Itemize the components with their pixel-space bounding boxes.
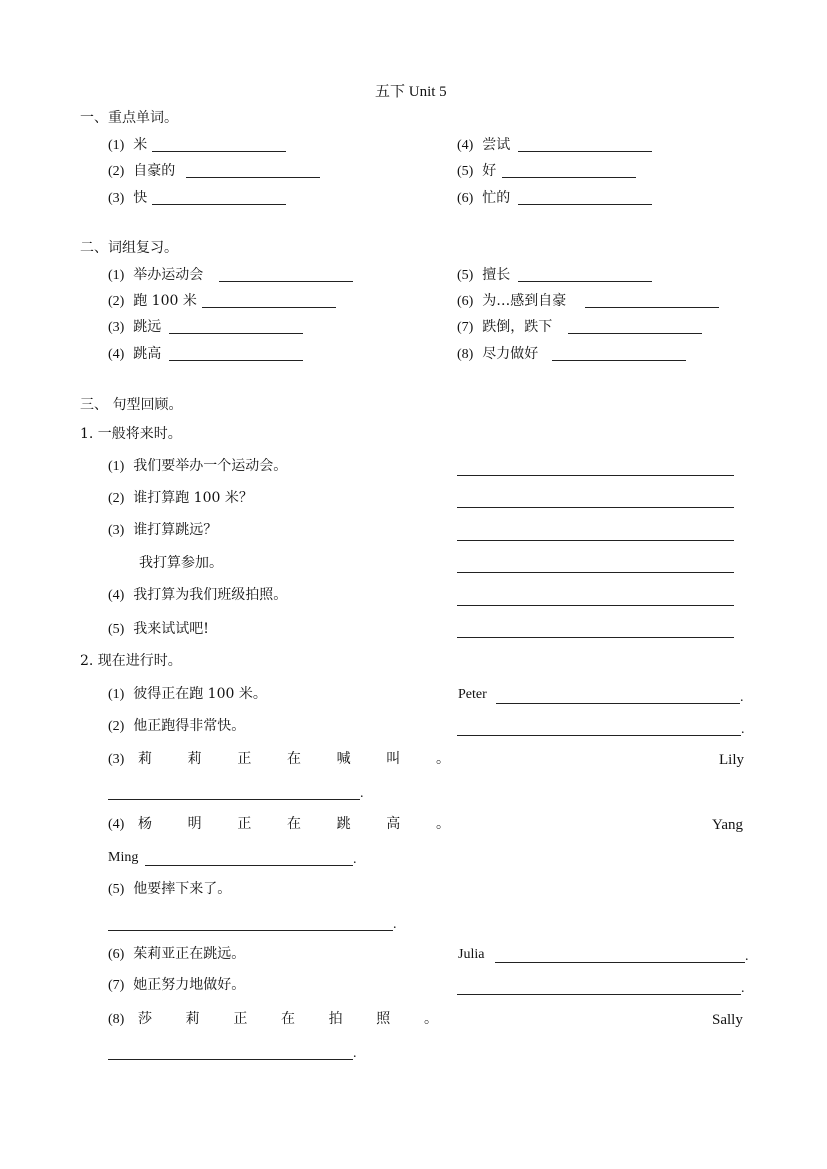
answer-blank[interactable] bbox=[186, 177, 320, 178]
phrase-item bbox=[108, 292, 197, 311]
answer-prefix-continued: Ming bbox=[108, 850, 139, 865]
answer-prefix: Sally bbox=[712, 1012, 743, 1028]
word-item bbox=[108, 162, 175, 181]
sentence-item bbox=[108, 521, 217, 540]
item-number: (5) bbox=[457, 164, 474, 179]
sentence-item bbox=[108, 685, 267, 704]
answer-blank[interactable] bbox=[169, 333, 303, 334]
item-text: 谁打算跑 100 米？ bbox=[133, 490, 253, 506]
sentence-char: 跳 bbox=[336, 816, 351, 832]
item-number: (1) bbox=[108, 138, 125, 153]
answer-blank[interactable] bbox=[219, 281, 353, 282]
item-number: (5) bbox=[457, 268, 474, 283]
item-number: (3) bbox=[108, 523, 125, 538]
sentence-char: 莉 bbox=[138, 751, 152, 767]
sentence-char: 。 bbox=[435, 751, 450, 767]
item-number: (4) bbox=[108, 817, 125, 832]
phrase-item bbox=[108, 345, 161, 364]
sentence-char: 明 bbox=[187, 816, 202, 832]
phrase-item bbox=[108, 318, 161, 337]
item-number: (4) bbox=[108, 347, 125, 362]
word-item bbox=[108, 136, 147, 155]
answer-blank[interactable] bbox=[502, 177, 636, 178]
sentence-char: 莉 bbox=[185, 1011, 200, 1027]
answer-blank[interactable] bbox=[518, 151, 652, 152]
sentence-char: 莉 bbox=[187, 751, 202, 767]
item-text: 我打算为我们班级拍照。 bbox=[133, 587, 288, 603]
section2-heading: 二、词组复习。 bbox=[80, 240, 178, 256]
phrase-item bbox=[108, 266, 203, 285]
answer-blank[interactable] bbox=[552, 360, 686, 361]
item-number: (8) bbox=[108, 1012, 125, 1027]
sentence-char: 莎 bbox=[138, 1011, 152, 1027]
answer-period: . bbox=[353, 852, 357, 867]
item-text: 跳远 bbox=[133, 319, 162, 335]
sentence-char: 。 bbox=[423, 1011, 438, 1027]
item-number: (2) bbox=[108, 294, 125, 309]
answer-period: . bbox=[360, 786, 364, 801]
answer-blank[interactable] bbox=[145, 865, 353, 866]
sentence-item bbox=[108, 457, 287, 476]
answer-prefix: Julia bbox=[458, 947, 485, 962]
answer-period: . bbox=[741, 722, 745, 737]
answer-blank[interactable] bbox=[457, 572, 734, 573]
item-text: 跌倒，跌下 bbox=[482, 319, 553, 335]
item-text: 尝试 bbox=[482, 137, 511, 153]
sentence-item bbox=[108, 717, 245, 736]
item-number: (3) bbox=[108, 191, 125, 206]
item-text: 忙的 bbox=[482, 190, 511, 206]
answer-blank[interactable] bbox=[457, 475, 734, 476]
part2-heading: 2. 现在进行时。 bbox=[80, 653, 182, 669]
sentence-item bbox=[108, 489, 253, 508]
item-number: (5) bbox=[108, 882, 125, 897]
item-number: (7) bbox=[108, 978, 125, 993]
item-text: 擅长 bbox=[482, 267, 511, 283]
answer-period: . bbox=[740, 690, 744, 705]
item-text: 好 bbox=[482, 163, 497, 179]
answer-blank[interactable] bbox=[457, 637, 734, 638]
sentence-char: 在 bbox=[286, 816, 301, 832]
item-text: 我打算参加。 bbox=[139, 555, 223, 571]
item-number: (2) bbox=[108, 491, 125, 506]
answer-period: . bbox=[353, 1046, 357, 1061]
answer-blank[interactable] bbox=[108, 930, 393, 931]
answer-prefix: Lily bbox=[719, 752, 744, 768]
answer-blank[interactable] bbox=[457, 507, 734, 508]
item-text: 跳高 bbox=[133, 346, 162, 362]
answer-blank[interactable] bbox=[108, 799, 360, 800]
item-number: (1) bbox=[108, 687, 125, 702]
item-text: 举办运动会 bbox=[133, 267, 204, 283]
phrase-item bbox=[457, 345, 538, 364]
item-text: 谁打算跳远？ bbox=[133, 522, 218, 538]
item-number: (3) bbox=[108, 320, 125, 335]
answer-blank[interactable] bbox=[457, 605, 734, 606]
sentence-char: 正 bbox=[237, 751, 252, 767]
word-item bbox=[108, 189, 147, 208]
answer-blank[interactable] bbox=[169, 360, 303, 361]
answer-blank[interactable] bbox=[495, 962, 745, 963]
answer-period: . bbox=[741, 981, 745, 996]
sentence-item bbox=[108, 620, 209, 639]
phrase-item bbox=[457, 292, 566, 311]
justified-sentence bbox=[138, 750, 450, 768]
item-text: 快 bbox=[133, 190, 148, 206]
sentence-item bbox=[108, 976, 245, 995]
item-number: (1) bbox=[108, 459, 125, 474]
word-item bbox=[457, 162, 496, 181]
item-number: (6) bbox=[108, 947, 125, 962]
item-number: (6) bbox=[457, 191, 474, 206]
answer-blank[interactable] bbox=[585, 307, 719, 308]
answer-blank[interactable] bbox=[518, 281, 652, 282]
sentence-char: 喊 bbox=[336, 751, 351, 767]
answer-blank[interactable] bbox=[457, 540, 734, 541]
sentence-item bbox=[108, 586, 287, 605]
justified-sentence bbox=[138, 1010, 438, 1028]
justified-sentence bbox=[138, 815, 450, 833]
sentence-char: 杨 bbox=[138, 816, 152, 832]
answer-blank[interactable] bbox=[496, 703, 740, 704]
sentence-char: 照 bbox=[376, 1011, 391, 1027]
answer-blank[interactable] bbox=[108, 1059, 353, 1060]
item-number: (4) bbox=[108, 588, 125, 603]
sentence-item bbox=[108, 880, 231, 899]
item-text: 彼得正在跑 100 米。 bbox=[133, 686, 267, 702]
sentence-char: 。 bbox=[435, 816, 450, 832]
answer-blank[interactable] bbox=[202, 307, 336, 308]
item-text: 她正努力地做好。 bbox=[133, 977, 246, 993]
item-number: (4) bbox=[457, 138, 474, 153]
sentence-char: 叫 bbox=[386, 751, 401, 767]
section3-heading: 三、 句型回顾。 bbox=[80, 397, 183, 413]
item-text: 我来试试吧! bbox=[133, 621, 209, 637]
answer-blank[interactable] bbox=[568, 333, 702, 334]
answer-period: . bbox=[745, 949, 749, 964]
answer-blank[interactable] bbox=[457, 735, 741, 736]
part1-heading: 1. 一般将来时。 bbox=[80, 426, 182, 442]
item-number: (1) bbox=[108, 268, 125, 283]
item-text: 米 bbox=[133, 137, 148, 153]
answer-period: . bbox=[393, 917, 397, 932]
sentence-char: 在 bbox=[280, 1011, 295, 1027]
answer-blank[interactable] bbox=[152, 151, 286, 152]
word-item bbox=[457, 189, 510, 208]
item-text: 我们要举办一个运动会。 bbox=[133, 458, 288, 474]
item-text: 尽力做好 bbox=[482, 346, 539, 362]
sentence-char: 在 bbox=[286, 751, 301, 767]
item-text: 他正跑得非常快。 bbox=[133, 718, 246, 734]
answer-blank[interactable] bbox=[457, 994, 741, 995]
answer-prefix: Peter bbox=[458, 687, 487, 702]
word-item bbox=[457, 136, 510, 155]
sentence-item bbox=[108, 945, 245, 964]
item-number: (6) bbox=[457, 294, 474, 309]
item-number: (8) bbox=[457, 347, 474, 362]
sentence-char: 正 bbox=[233, 1011, 248, 1027]
item-number: (2) bbox=[108, 719, 125, 734]
phrase-item bbox=[457, 266, 510, 285]
item-text: 跑 100 米 bbox=[133, 293, 197, 309]
sentence-char: 拍 bbox=[328, 1011, 343, 1027]
answer-blank[interactable] bbox=[152, 204, 286, 205]
item-number: (2) bbox=[108, 164, 125, 179]
item-text: 他要摔下来了。 bbox=[133, 881, 232, 897]
section1-heading: 一、重点单词。 bbox=[80, 110, 178, 126]
sentence-item bbox=[139, 554, 223, 572]
item-number: (3) bbox=[108, 752, 125, 767]
page-title: 五下 Unit 5 bbox=[375, 84, 447, 100]
phrase-item bbox=[457, 318, 552, 337]
item-number: (7) bbox=[457, 320, 474, 335]
answer-prefix: Yang bbox=[712, 817, 743, 833]
item-text: 为…感到自豪 bbox=[482, 293, 567, 309]
item-text: 茱莉亚正在跳远。 bbox=[133, 946, 246, 962]
item-number: (5) bbox=[108, 622, 125, 637]
item-text: 自豪的 bbox=[133, 163, 176, 179]
answer-blank[interactable] bbox=[518, 204, 652, 205]
sentence-char: 高 bbox=[386, 816, 401, 832]
sentence-char: 正 bbox=[237, 816, 252, 832]
